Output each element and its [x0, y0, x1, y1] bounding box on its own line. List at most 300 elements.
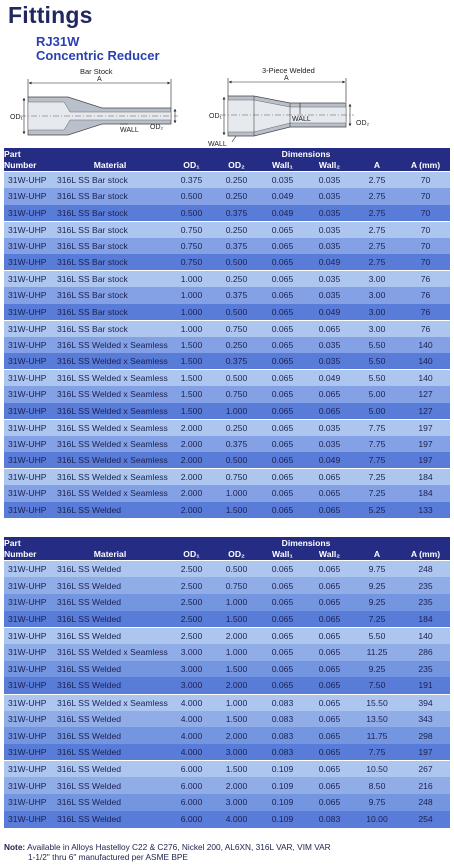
- table-cell: 1.500: [225, 663, 248, 674]
- table-cell: 2.75: [368, 257, 386, 267]
- table-row: [4, 254, 450, 271]
- table-cell: 31W-UHP: [8, 306, 47, 317]
- header-wall1: Wall₁: [259, 159, 306, 172]
- table-cell: 31W-UHP: [8, 257, 47, 267]
- table-cell: 0.035: [318, 422, 341, 433]
- table-cell: 0.065: [318, 405, 341, 416]
- table-cell: 1.000: [225, 405, 248, 416]
- table-cell: 267: [418, 764, 433, 775]
- table-row: [4, 744, 450, 761]
- table-cell: 3.000: [180, 647, 203, 658]
- table-cell: 2.000: [225, 730, 248, 741]
- table-cell: 70: [420, 257, 431, 267]
- table-cell: 127: [418, 405, 433, 416]
- table-cell: 2.000: [225, 680, 248, 691]
- table-cell: 0.109: [271, 780, 294, 791]
- table-cell: 140: [418, 630, 433, 641]
- table-cell: 316L SS Welded x Seamless: [57, 405, 168, 416]
- table-cell: 0.500: [225, 564, 248, 575]
- table-cell: 0.065: [271, 323, 294, 334]
- wall-label-left: WALL: [120, 127, 139, 134]
- table-cell: 0.065: [318, 780, 341, 791]
- table-cell: 0.065: [271, 564, 294, 575]
- table-cell: 0.250: [225, 422, 248, 433]
- header-od2: OD₂: [214, 159, 259, 172]
- table-cell: 3.000: [180, 680, 203, 691]
- table-row: [4, 403, 450, 420]
- table-cell: 3.000: [180, 663, 203, 674]
- table-cell: 184: [418, 472, 433, 482]
- table-cell: 31W-UHP: [8, 422, 47, 433]
- table-cell: 316L SS Welded x Seamless: [57, 455, 168, 465]
- table-cell: 31W-UHP: [8, 697, 47, 708]
- table-cell: 0.035: [318, 191, 341, 202]
- table-cell: 0.750: [225, 580, 248, 591]
- table-cell: 316L SS Welded: [57, 564, 122, 575]
- table-cell: 31W-UHP: [8, 224, 47, 235]
- table-cell: 0.065: [318, 647, 341, 658]
- table-cell: 0.750: [225, 323, 248, 334]
- table-cell: 0.083: [318, 814, 341, 825]
- table-cell: 2.75: [368, 240, 386, 251]
- table-cell: 316L SS Welded: [57, 780, 122, 791]
- table-cell: 191: [418, 680, 433, 691]
- table-cell: 0.083: [271, 697, 294, 708]
- table-cell: 248: [418, 797, 433, 808]
- table-cell: 316L SS Welded x Seamless: [57, 389, 168, 400]
- table-cell: 0.065: [318, 504, 341, 515]
- table-cell: 31W-UHP: [8, 780, 47, 791]
- header-dimensions: Dimensions: [259, 148, 353, 159]
- wall-label-right: WALL: [208, 141, 227, 148]
- table-cell: 197: [418, 422, 433, 433]
- header-material: Material: [51, 159, 169, 172]
- table-cell: 0.035: [318, 290, 341, 301]
- table-cell: 7.25: [368, 613, 386, 624]
- table-cell: 6.000: [180, 764, 203, 775]
- table-cell: 31W-UHP: [8, 714, 47, 725]
- table-cell: 216: [418, 780, 433, 791]
- table-cell: 4.000: [180, 697, 203, 708]
- table-cell: 31W-UHP: [8, 175, 47, 185]
- wall2-label-right: WALL: [292, 116, 311, 123]
- header-wall1: Wall₁: [259, 548, 306, 561]
- table-row: [4, 469, 450, 486]
- table-cell: 0.065: [271, 405, 294, 416]
- table-cell: 6.000: [180, 814, 203, 825]
- table-cell: 31W-UHP: [8, 389, 47, 400]
- table-cell: 197: [418, 455, 433, 465]
- table-row: [4, 661, 450, 678]
- table-cell: 11.25: [366, 647, 388, 658]
- table-cell: 0.065: [318, 764, 341, 775]
- table-cell: 316L SS Welded: [57, 764, 122, 775]
- table-cell: 0.049: [318, 373, 341, 383]
- table-cell: 1.000: [180, 323, 203, 334]
- table-cell: 0.065: [318, 597, 341, 608]
- table-cell: 3.00: [368, 274, 386, 284]
- table-row: [4, 320, 450, 337]
- table-cell: 316L SS Welded x Seamless: [57, 697, 168, 708]
- table-cell: 9.75: [368, 797, 386, 808]
- table-cell: 316L SS Bar stock: [57, 274, 128, 284]
- header-material: Material: [51, 548, 169, 561]
- table-cell: 31W-UHP: [8, 613, 47, 624]
- table-cell: 316L SS Bar stock: [57, 224, 128, 235]
- table-cell: 0.065: [318, 580, 341, 591]
- table-cell: 70: [420, 191, 431, 202]
- table-cell: 70: [420, 175, 431, 185]
- table-cell: 2.500: [180, 580, 203, 591]
- table-cell: 2.000: [180, 472, 203, 482]
- table-cell: 0.375: [225, 438, 248, 449]
- table-cell: 316L SS Bar stock: [57, 175, 128, 185]
- table-cell: 0.065: [318, 389, 341, 400]
- reducer-diagrams: [0, 62, 454, 148]
- table-cell: 2.000: [225, 630, 248, 641]
- table-row: [4, 627, 450, 644]
- table-cell: 316L SS Welded: [57, 580, 122, 591]
- table-cell: 0.065: [318, 630, 341, 641]
- od1-label-left: OD₁: [10, 114, 23, 121]
- table-cell: 0.035: [318, 339, 341, 350]
- table-row: [4, 761, 450, 778]
- table-cell: 0.250: [225, 191, 248, 202]
- dimensions-table-2: [4, 537, 450, 828]
- welded-caption: 3-Piece Welded: [262, 66, 315, 75]
- table-cell: 0.375: [180, 175, 203, 185]
- table-cell: 3.000: [225, 747, 248, 758]
- header-a: A: [353, 548, 401, 561]
- table-cell: 0.065: [271, 257, 294, 267]
- table-cell: 1.500: [180, 373, 203, 383]
- table-cell: 140: [418, 339, 433, 350]
- table-row: [4, 370, 450, 387]
- table-cell: 0.500: [180, 191, 203, 202]
- od2-label-left: OD₂: [150, 124, 164, 131]
- table-cell: 3.00: [368, 306, 386, 317]
- table-cell: 9.25: [368, 597, 386, 608]
- table-cell: 31W-UHP: [8, 730, 47, 741]
- table-cell: 1.000: [225, 697, 248, 708]
- table-cell: 1.500: [180, 339, 203, 350]
- table-cell: 1.500: [225, 764, 248, 775]
- table-cell: 2.000: [180, 504, 203, 515]
- bar-stock-caption: Bar Stock: [80, 67, 113, 76]
- table-cell: 316L SS Welded x Seamless: [57, 356, 168, 366]
- table-cell: 0.065: [318, 714, 341, 725]
- table-cell: 0.500: [225, 373, 248, 383]
- table-cell: 0.250: [225, 175, 248, 185]
- table-cell: 0.065: [318, 747, 341, 758]
- table-row: [4, 502, 450, 519]
- table-cell: 31W-UHP: [8, 405, 47, 416]
- table-cell: 0.065: [271, 339, 294, 350]
- table-1-body: [4, 172, 450, 519]
- table-cell: 235: [418, 597, 433, 608]
- table-cell: 4.000: [180, 714, 203, 725]
- table-cell: 6.000: [180, 780, 203, 791]
- table-cell: 31W-UHP: [8, 630, 47, 641]
- table-cell: 9.25: [368, 663, 386, 674]
- table-cell: 2.500: [180, 613, 203, 624]
- table-cell: 298: [418, 730, 433, 741]
- table-cell: 0.035: [318, 224, 341, 235]
- table-cell: 31W-UHP: [8, 814, 47, 825]
- table-cell: 2.500: [180, 630, 203, 641]
- table-cell: 31W-UHP: [8, 455, 47, 465]
- table-cell: 0.109: [271, 797, 294, 808]
- od1-label-right: OD₁: [209, 113, 222, 120]
- table-row: [4, 205, 450, 222]
- table-cell: 184: [418, 613, 433, 624]
- table-cell: 0.065: [318, 730, 341, 741]
- table-cell: 0.065: [271, 290, 294, 301]
- table-cell: 70: [420, 224, 431, 235]
- table-cell: 0.065: [318, 797, 341, 808]
- table-cell: 316L SS Welded: [57, 680, 122, 691]
- table-cell: 248: [418, 564, 433, 575]
- table-cell: 0.065: [318, 323, 341, 334]
- header-wall2: Wall₂: [306, 548, 353, 561]
- table-cell: 11.75: [366, 730, 388, 741]
- table-cell: 6.000: [180, 797, 203, 808]
- table-cell: 0.065: [271, 663, 294, 674]
- table-cell: 76: [420, 306, 431, 317]
- table-row: [4, 811, 450, 828]
- table-cell: 7.50: [368, 680, 386, 691]
- table-row: [4, 694, 450, 711]
- table-cell: 316L SS Welded x Seamless: [57, 339, 168, 350]
- table-cell: 0.065: [271, 422, 294, 433]
- table-row: [4, 304, 450, 321]
- table-cell: 0.035: [318, 356, 341, 366]
- table-cell: 9.75: [368, 564, 386, 575]
- table-row: [4, 727, 450, 744]
- table-cell: 1.000: [225, 597, 248, 608]
- table-cell: 31W-UHP: [8, 290, 47, 301]
- table-cell: 0.109: [271, 764, 294, 775]
- table-cell: 31W-UHP: [8, 764, 47, 775]
- table-cell: 140: [418, 356, 433, 366]
- table-cell: 1.000: [225, 488, 248, 499]
- table-cell: 5.50: [368, 356, 386, 366]
- table-cell: 3.000: [225, 797, 248, 808]
- table-cell: 0.065: [318, 663, 341, 674]
- table-cell: 5.50: [368, 373, 386, 383]
- table-cell: 0.375: [225, 356, 248, 366]
- table-cell: 254: [418, 814, 433, 825]
- table-cell: 31W-UHP: [8, 240, 47, 251]
- table-cell: 316L SS Welded x Seamless: [57, 472, 168, 482]
- table-cell: 31W-UHP: [8, 747, 47, 758]
- table-cell: 0.500: [225, 455, 248, 465]
- table-row: [4, 337, 450, 354]
- table-cell: 0.035: [318, 438, 341, 449]
- table-row: [4, 794, 450, 811]
- table-cell: 316L SS Bar stock: [57, 207, 128, 218]
- table-cell: 10.00: [366, 814, 388, 825]
- table-cell: 5.50: [368, 630, 386, 641]
- table-cell: 316L SS Welded: [57, 730, 122, 741]
- header-a-mm: A (mm): [401, 548, 450, 561]
- table-cell: 1.500: [180, 356, 203, 366]
- table-cell: 7.75: [368, 747, 386, 758]
- table-cell: 316L SS Bar stock: [57, 290, 128, 301]
- table-cell: 0.035: [318, 175, 341, 185]
- table-cell: 316L SS Bar stock: [57, 323, 128, 334]
- table-cell: 4.000: [180, 747, 203, 758]
- table-cell: 31W-UHP: [8, 797, 47, 808]
- table-cell: 316L SS Welded x Seamless: [57, 373, 168, 383]
- table-cell: 1.500: [225, 613, 248, 624]
- bar-stock-diagram: [10, 67, 178, 135]
- table-cell: 0.035: [318, 274, 341, 284]
- table-cell: 1.500: [180, 405, 203, 416]
- table-row: [4, 677, 450, 694]
- table-cell: 0.065: [271, 389, 294, 400]
- table-cell: 31W-UHP: [8, 504, 47, 515]
- table-row: [4, 452, 450, 469]
- header-number: Number: [4, 159, 51, 172]
- table-cell: 2.75: [368, 207, 386, 218]
- table-cell: 0.065: [271, 356, 294, 366]
- table-cell: 1.500: [225, 504, 248, 515]
- table-cell: 9.25: [368, 580, 386, 591]
- table-row: [4, 485, 450, 502]
- table-cell: 0.049: [271, 207, 294, 218]
- table-cell: 197: [418, 438, 433, 449]
- table-cell: 0.065: [271, 472, 294, 482]
- table-cell: 316L SS Welded: [57, 613, 122, 624]
- table-cell: 31W-UHP: [8, 373, 47, 383]
- table-cell: 0.065: [271, 438, 294, 449]
- product-name: Concentric Reducer: [36, 48, 160, 63]
- table-cell: 10.50: [366, 764, 388, 775]
- table-cell: 0.065: [271, 224, 294, 235]
- table-cell: 0.375: [225, 290, 248, 301]
- table-row: [4, 238, 450, 255]
- table-cell: 2.000: [225, 780, 248, 791]
- table-cell: 0.035: [271, 175, 294, 185]
- table-cell: 133: [418, 504, 433, 515]
- table-cell: 2.75: [368, 191, 386, 202]
- table-cell: 31W-UHP: [8, 339, 47, 350]
- table-cell: 31W-UHP: [8, 472, 47, 482]
- table-cell: 0.109: [271, 814, 294, 825]
- note-line-1: Available in Alloys Hastelloy C22 & C276, Nickel 200, AL6XN, 316L VAR, VIM VAR: [27, 842, 331, 852]
- table-cell: 7.75: [368, 455, 386, 465]
- table-cell: 1.500: [225, 714, 248, 725]
- table-cell: 0.065: [271, 580, 294, 591]
- table-cell: 0.065: [271, 455, 294, 465]
- table-cell: 0.049: [271, 191, 294, 202]
- table-cell: 4.000: [225, 814, 248, 825]
- table-cell: 0.250: [225, 274, 248, 284]
- table-cell: 31W-UHP: [8, 191, 47, 202]
- table-row: [4, 419, 450, 436]
- table-cell: 197: [418, 747, 433, 758]
- table-cell: 31W-UHP: [8, 488, 47, 499]
- product-code: RJ31W: [36, 34, 80, 49]
- table-cell: 0.083: [271, 714, 294, 725]
- table-cell: 3.00: [368, 290, 386, 301]
- table-cell: 4.000: [180, 730, 203, 741]
- table-cell: 1.000: [180, 290, 203, 301]
- table-cell: 316L SS Bar stock: [57, 240, 128, 251]
- table-cell: 0.250: [225, 224, 248, 235]
- table-cell: 0.035: [318, 207, 341, 218]
- table-cell: 316L SS Welded: [57, 714, 122, 725]
- table-cell: 316L SS Welded x Seamless: [57, 438, 168, 449]
- table-cell: 31W-UHP: [8, 274, 47, 284]
- table-cell: 2.000: [180, 455, 203, 465]
- table-cell: 8.50: [368, 780, 386, 791]
- table-cell: 7.25: [368, 472, 386, 482]
- table-row: [4, 644, 450, 661]
- table-cell: 31W-UHP: [8, 356, 47, 366]
- table-cell: 0.049: [318, 306, 341, 317]
- table-row: [4, 172, 450, 189]
- od2-label-right: OD₂: [356, 120, 370, 127]
- table-cell: 31W-UHP: [8, 207, 47, 218]
- table-row: [4, 611, 450, 628]
- table-cell: 316L SS Welded x Seamless: [57, 647, 168, 658]
- table-cell: 31W-UHP: [8, 580, 47, 591]
- table-cell: 2.75: [368, 175, 386, 185]
- table-row: [4, 386, 450, 403]
- table-cell: 140: [418, 373, 433, 383]
- table-cell: 31W-UHP: [8, 564, 47, 575]
- table-row: [4, 594, 450, 611]
- header-od2: OD₂: [214, 548, 259, 561]
- table-cell: 316L SS Welded: [57, 504, 122, 515]
- table-cell: 0.049: [318, 257, 341, 267]
- table-row: [4, 188, 450, 205]
- table-cell: 15.50: [366, 697, 388, 708]
- table-cell: 31W-UHP: [8, 597, 47, 608]
- table-cell: 343: [418, 714, 433, 725]
- table-cell: 0.500: [180, 207, 203, 218]
- table-cell: 0.065: [271, 630, 294, 641]
- table-cell: 7.75: [368, 422, 386, 433]
- table-cell: 0.065: [271, 373, 294, 383]
- table-cell: 0.065: [318, 697, 341, 708]
- table-cell: 0.750: [225, 472, 248, 482]
- note-label: Note:: [4, 842, 26, 852]
- table-cell: 316L SS Welded: [57, 797, 122, 808]
- table-row: [4, 436, 450, 453]
- table-cell: 0.065: [271, 488, 294, 499]
- table-cell: 76: [420, 290, 431, 301]
- table-cell: 5.00: [368, 389, 386, 400]
- table-cell: 1.000: [225, 647, 248, 658]
- table-cell: 1.000: [180, 274, 203, 284]
- header-part: Part: [4, 537, 51, 548]
- table-cell: 31W-UHP: [8, 647, 47, 658]
- table-row: [4, 287, 450, 304]
- table-row: [4, 221, 450, 238]
- table-cell: 0.065: [318, 564, 341, 575]
- table-cell: 316L SS Welded: [57, 814, 122, 825]
- header-a-mm: A (mm): [401, 159, 450, 172]
- dim-a-label-left: A: [97, 76, 102, 83]
- table-row: [4, 353, 450, 370]
- table-cell: 7.25: [368, 488, 386, 499]
- table-cell: 127: [418, 389, 433, 400]
- table-row: [4, 777, 450, 794]
- table-cell: 5.25: [368, 504, 386, 515]
